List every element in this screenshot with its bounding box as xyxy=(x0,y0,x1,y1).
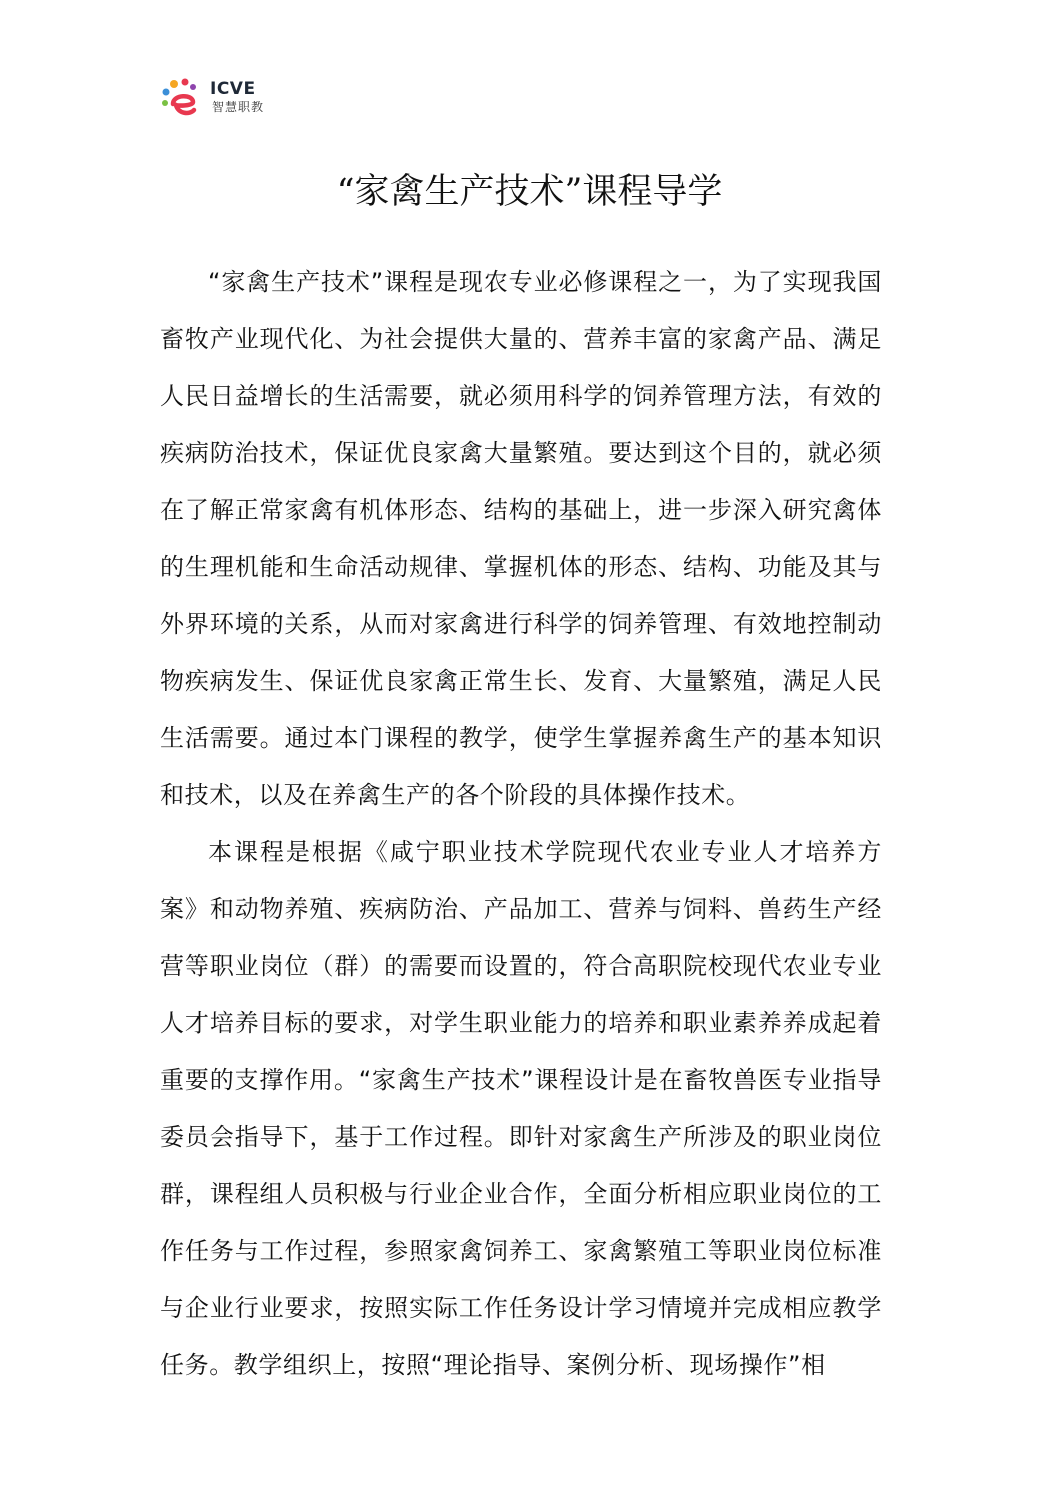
logo-brand-text: ICVE xyxy=(210,79,256,99)
paragraph: 本课程是根据《咸宁职业技术学院现代农业专业人才培养方案》和动物养殖、疾病防治、产品加工、营养与饲料、兽药生产经营等职业岗位（群）的需要而设置的，符合高职院校现代农业专业人才培养目标的要求，对学生职业能力的培养和职业素养养成起着重要的支撑作用。“家禽生产技术”课程设计是在畜牧兽医专业指导委员会指导下，基于工作过程。即针对家禽生产所涉及的职业岗位群，课程组人员积极与行业企业合作，全面分析相应职业岗位的工作任务与工作过程，参照家禽饲养工、家禽繁殖工等职业岗位标准与企业行业要求，按照实际工作任务设计学习情境并完成相应教学任务。教学组织上，按照“理论指导、案例分析、现场操作”相 xyxy=(160,838,882,1379)
logo-sub-text: 智慧职教 xyxy=(212,100,265,114)
icve-logo xyxy=(160,78,270,122)
document-title: “家禽生产技术”课程导学 xyxy=(336,172,723,212)
document-body xyxy=(160,254,882,1394)
icve-logo-icon xyxy=(160,78,210,122)
paragraph: “家禽生产技术”课程是现农专业必修课程之一，为了实现我国畜牧产业现代化、为社会提供大量的、营养丰富的家禽产品、满足人民日益增长的生活需要，就必须用科学的饲养管理方法，有效的疾病防治技术，保证优良家禽大量繁殖。要达到这个目的，就必须在了解正常家禽有机体形态、结构的基础上，进一步深入研究禽体的生理机能和生命活动规律、掌握机体的形态、结构、功能及其与外界环境的关系，从而对家禽进行科学的饲养管理、有效地控制动物疾病发生、保证优良家禽正常生长、发育、大量繁殖，满足人民生活需要。通过本门课程的教学，使学生掌握养禽生产的基本知识和技术，以及在养禽生产的各个阶段的具体操作技术。 xyxy=(160,268,882,809)
